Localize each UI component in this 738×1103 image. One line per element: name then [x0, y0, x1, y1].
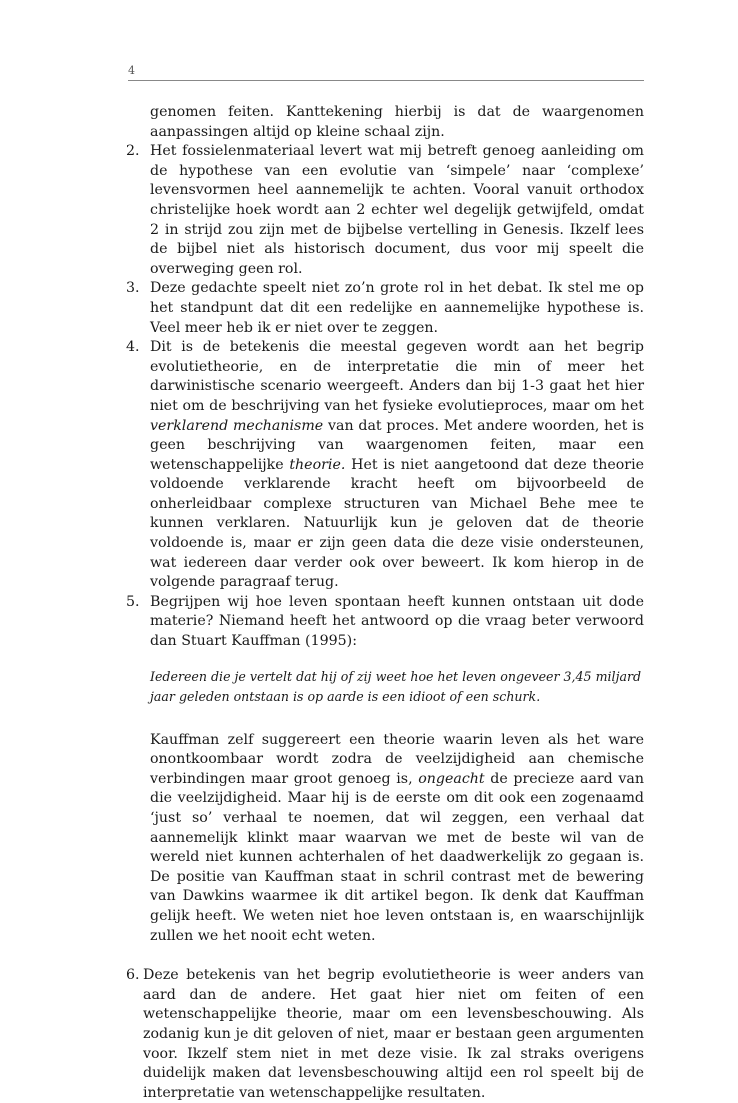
emphasis-text: ongeacht [418, 770, 485, 787]
item-text-part: de precieze aard van die veelzijdigheid. Maar hij is de eerste om dit ook een zogenaamd ‘just so’ verhaal te noemen, dat wil zeggen, een verhaal dat aannemelijk klinkt maar waarvan we met de beste wil van de wereld niet kunnen achterhalen of het daadwerkelijk zo gegaan is. De positie van Kauffman staat in schril contrast met de bewering van Dawkins waarmee ik dit artikel begon. Ik denk dat Kauffman gelijk heeft. We weten niet hoe leven ontstaan is, en waarschijnlijk zullen we het nooit echt weten. [150, 770, 645, 944]
intro-paragraph: genomen feiten. Kanttekening hierbij is dat de waargenomen aanpassingen altijd op kleine schaal zijn. [150, 104, 644, 140]
item-text: Het fossielenmateriaal levert wat mij betreft genoeg aanleiding om de hypothese van een evolutie van ‘simpele’ naar ‘complexe’ levensvormen heel aannemelijk te achten. Vooral vanuit orthodox christelijke hoek wordt aan 2 echter wel degelijk getwijfeld, omdat 2 in strijd zou zijn met de bijbelse vertelling in Genesis. Ikzelf lees de bijbel niet als historisch document, dus voor mij speelt die overweging geen rol. [150, 143, 644, 277]
spacer [150, 946, 644, 966]
item-number: 3. [126, 280, 140, 297]
list-item-5 [126, 593, 645, 946]
item-number: 4. [126, 339, 140, 356]
header-rule [128, 80, 644, 81]
page-number: 4 [128, 64, 135, 77]
item-text: Begrijpen wij hoe leven spontaan heeft kunnen ontstaan uit dode materie? Niemand heeft het antwoord op die vraag beter verwoord dan Stuart Kauffman (1995): [150, 593, 644, 650]
list-item-6 [126, 966, 644, 1103]
item-text [150, 338, 644, 593]
block-quote: Iedereen die je vertelt dat hij of zij weet hoe het leven ongeveer 3,45 miljard jaar geleden ontstaan is op aarde is een idioot of een schurk. [150, 668, 642, 704]
item-text-part: Dit is de betekenis die meestal gegeven wordt aan het begrip evolutietheorie, en de interpretatie die min of meer het darwinistische scenario weergeeft. Anders dan bij 1-3 gaat het hier niet om de beschrijving van het fysieke evolutieproces, maar om het [150, 339, 644, 414]
item-number: 6. [126, 967, 140, 984]
item-text-part: Kauffman zelf suggereert een theorie waarin leven als het ware onontkoombaar wordt zodra de veelzijdigheid aan chemische verbindingen maar groot genoeg is, [150, 731, 644, 787]
item-number: 2. [126, 143, 140, 160]
item-text: Deze gedachte speelt niet zo’n grote rol in het debat. Ik stel me op het standpunt dat dit een redelijke en aannemelijke hypothese is. Veel meer heb ik er niet over te zeggen. [150, 280, 644, 336]
list-item-3 [126, 279, 644, 338]
item-text-part: van dat proces. Met andere woorden, het is geen beschrijving van waargenomen feiten, maar een wetenschappelijke [150, 417, 644, 473]
emphasis-text: verklarend mechanisme [150, 417, 324, 434]
emphasis-text: theorie. [289, 456, 346, 473]
list-item-2 [126, 142, 644, 279]
body-text [126, 103, 645, 1103]
list-item-4 [126, 338, 645, 593]
item-text-part: Het is niet aangetoond dat deze theorie voldoende verklarende kracht heeft om bijvoorbeeld de onherleidbaar complexe structuren van Michael Behe mee te kunnen verklaren. Natuurlijk kun je geloven dat de theorie voldoende is, maar er zijn geen data die deze visie ondersteunen, wat iedereen daar verder ook over beweert. Ik kom hierop in de volgende paragraaf terug. [150, 456, 645, 591]
item-number: 5. [126, 593, 140, 610]
continuation-paragraph [150, 731, 644, 947]
item-text: Deze betekenis van het begrip evolutietheorie is weer anders van aard dan de andere. Het gaat hier niet om feiten of een wetenschappelijke theorie, maar om een levensbeschouwing. Als zodanig kun je dit geloven of niet, maar er bestaan geen argumenten voor. Ikzelf stem niet in met deze visie. Ik zal straks overigens duidelijk maken dat levensbeschouwing altijd een rol speelt bij de interpretatie van wetenschappelijke resultaten. [143, 967, 644, 1101]
